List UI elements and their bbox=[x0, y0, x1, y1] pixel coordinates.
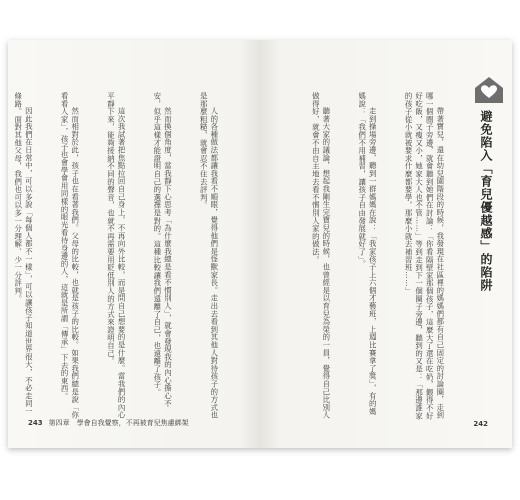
paragraph: 人的各種做法都讓我看不順眼，覺得他們是怪獸家長。走出去看到其他人對待孩子的方式也是那麼粗糙，就會忍不住去評判。 bbox=[199, 92, 219, 419]
left-page-footer bbox=[28, 418, 189, 428]
right-page-footer bbox=[473, 420, 488, 428]
paragraph: 走到操場旁邊，聽到一群媽媽在說：「我家孩子上六個才藝班，上週比賽拿了獎」，有的媽媽說：「我們不用補習，讓孩子自由發展就好了」。 bbox=[357, 92, 378, 416]
left-page bbox=[8, 40, 260, 448]
paragraph: 因此我們在日常中，可以多說「每個人都不一樣」，可以讓孩子知道世界很大，不必走同一條路。面對其他父母，我們也可以多一分理解、少一分評判。 bbox=[13, 92, 34, 416]
running-head: 第四章 學會自我覺察，不再被育兒焦慮綁架 bbox=[48, 419, 189, 427]
paragraph: 這次我試著把焦點拉回自己身上，不再向外比較，而是問自己想要的是什麼。當我們的內心平靜下來，能夠接納不同的聲音，也就不再需要用貶低別人的方式來證明自己。 bbox=[106, 92, 127, 419]
left-page-body bbox=[13, 92, 240, 422]
paragraph: 然而換個角度，當我靜下心思考「為什麼我總是看不慣別人」，就會發現我的內心擔心不安，似乎這樣才能證明自己的選擇是對的。這種比較讓我們遠離了自己，也遠離了孩子。 bbox=[152, 92, 173, 408]
right-page bbox=[260, 40, 512, 448]
paragraph: 帶著寶兒，還在幼兒園階段的時候，我發現在社區裡的媽媽們都有自己固定的討論圈，走到哪一個圈子旁邊，就會聽到她們在討論：「你看隔壁家那個孩子，這麼大了還在吃奶，餵得不好好吃飯，又瘦又小，她家大人也不管……」等到走到下一個圈子旁邊，聽到的又是：「那邊誰家的孩子從小就被要求什麼都要學，那麼小就去補習班……」 bbox=[404, 92, 445, 420]
paragraph: 聽著大家的議論，想起我剛生完寶兒的時候，也曾經是以育兒為榮的一員，覺得自己比別人做得好，就會不由自主地去看不慣別人家的做法。 bbox=[311, 92, 331, 419]
chapter-title: 避免陷入「育兒優越感」的陷阱 bbox=[479, 110, 493, 292]
right-page-body bbox=[311, 92, 466, 422]
book-spread bbox=[8, 40, 512, 448]
house-heart-icon bbox=[474, 76, 504, 104]
page-number: 242 bbox=[473, 420, 488, 428]
page-number: 243 bbox=[28, 419, 43, 427]
chapter-heading bbox=[472, 70, 506, 330]
paragraph: 然而相對於此，孩子也在看著我們。父母的比較，也就是孩子的比較。如果我們總是說「你看看人家」，孩子也會學會用同樣的眼光看待身邊的人，這就是所謂「傳承」下去的東西。 bbox=[60, 92, 80, 419]
